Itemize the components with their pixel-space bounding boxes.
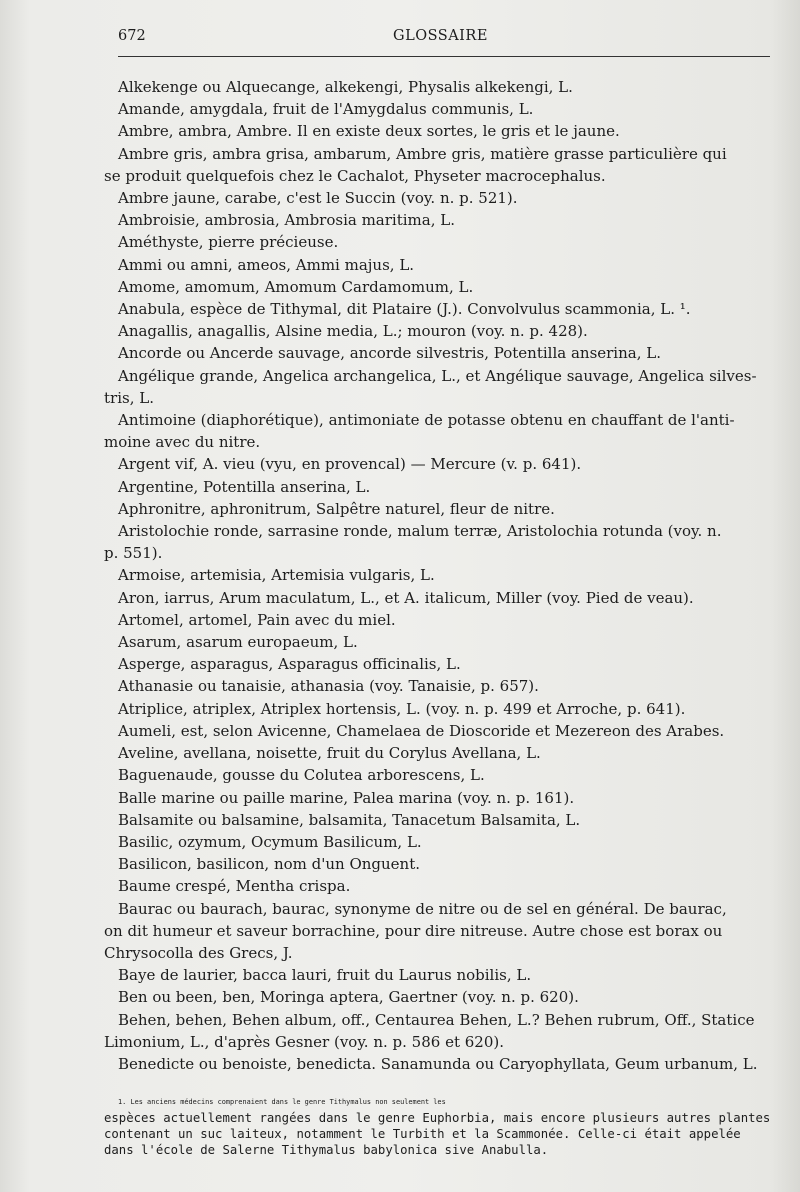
glossary-entry-line	[0, 631, 800, 653]
footnote-line: espèces actuellement rangées dans le genre Euphorbia, mais encore plusieurs autres plantes	[104, 1111, 771, 1125]
glossary-entry-line	[0, 98, 800, 120]
glossary-entry-line	[0, 342, 800, 364]
line-text: Balsamite ou balsamine, balsamita, Tanacetum Balsamita, L.	[118, 810, 581, 829]
line-text: Anabula, espèce de Tithymal, dit Plataire (J.). Convolvulus scammonia, L. ¹.	[118, 300, 691, 319]
line-text: Aumeli, est, selon Avicenne, Chamelaea de Dioscoride et Mezereon des Arabes.	[118, 721, 725, 740]
line-text: Ancorde ou Ancerde sauvage, ancorde silvestris, Potentilla anserina, L.	[118, 344, 661, 363]
line-text: on dit humeur et saveur borrachine, pour dire nitreuse. Autre chose est borax ou	[104, 921, 723, 940]
line-text: Ambre, ambra, Ambre. Il en existe deux sortes, le gris et le jaune.	[118, 122, 620, 141]
glossary-entry-line	[0, 1053, 800, 1075]
glossary-entry-line	[0, 1009, 800, 1031]
glossary-entry-line	[0, 564, 800, 586]
line-text: Antimoine (diaphorétique), antimoniate de potasse obtenu en chauffant de l'anti-	[118, 411, 735, 430]
glossary-entry-line	[0, 587, 800, 609]
glossary-entry-line	[0, 720, 800, 742]
line-text: Artomel, artomel, Pain avec du miel.	[118, 610, 396, 629]
line-text: Amome, amomum, Amomum Cardamomum, L.	[118, 277, 474, 296]
glossary-entry-line	[0, 76, 800, 98]
line-text: Behen, behen, Behen album, off., Centaurea Behen, L.? Behen rubrum, Off., Statice	[118, 1010, 755, 1029]
line-text: Amande, amygdala, fruit de l'Amygdalus communis, L.	[118, 100, 534, 119]
glossary-entry-line	[0, 365, 800, 387]
glossary-continuation-line	[0, 542, 800, 564]
glossary-entry-line	[0, 409, 800, 431]
line-text: Aristolochie ronde, sarrasine ronde, malum terræ, Aristolochia rotunda (voy. n.	[118, 522, 722, 541]
line-text: Balle marine ou paille marine, Palea marina (voy. n. p. 161).	[118, 788, 575, 807]
footnote-line: contenant un suc laiteux, notamment le Turbith et la Scammonée. Celle-ci était appelée	[104, 1127, 741, 1141]
glossary-entry-line	[0, 986, 800, 1008]
line-text: Aphronitre, aphronitrum, Salpêtre naturel, fleur de nitre.	[118, 499, 555, 518]
line-text: Aveline, avellana, noisette, fruit du Corylus Avellana, L.	[118, 744, 541, 763]
line-text: Anagallis, anagallis, Alsine media, L.; mouron (voy. n. p. 428).	[118, 322, 588, 341]
footnote-line: 1. Les anciens médecins comprenaient dans le genre Tithymalus non seulement les	[118, 1098, 446, 1106]
glossary-entry-line	[0, 120, 800, 142]
glossary-entry-line	[0, 143, 800, 165]
line-text: Baurac ou baurach, baurac, synonyme de nitre ou de sel en général. De baurac,	[118, 899, 727, 918]
glossary-entry-line	[0, 298, 800, 320]
line-text: Aron, iarrus, Arum maculatum, L., et A. italicum, Miller (voy. Pied de veau).	[118, 588, 694, 607]
footnote-line: dans l'école de Salerne Tithymalus babylonica sive Anabulla.	[104, 1143, 549, 1157]
glossary-entry-line	[0, 520, 800, 542]
line-text: Baye de laurier, bacca lauri, fruit du Laurus nobilis, L.	[118, 966, 532, 985]
glossary-entry-line	[0, 764, 800, 786]
line-text: Chrysocolla des Grecs, J.	[104, 943, 293, 962]
line-text: Angélique grande, Angelica archangelica, L., et Angélique sauvage, Angelica silves-	[118, 366, 757, 385]
glossary-entry-line	[0, 698, 800, 720]
line-text: Argentine, Potentilla anserina, L.	[118, 477, 371, 496]
glossary-continuation-line	[0, 1031, 800, 1053]
line-text: Ambre jaune, carabe, c'est le Succin (voy. n. p. 521).	[118, 189, 518, 208]
glossary-entry-line	[0, 831, 800, 853]
glossary-entry-line	[0, 609, 800, 631]
page-number: 672	[118, 28, 146, 44]
line-text: Basilic, ozymum, Ocymum Basilicum, L.	[118, 832, 422, 851]
glossary-entry-line	[0, 787, 800, 809]
line-text: tris, L.	[104, 388, 154, 407]
line-text: Ben ou been, ben, Moringa aptera, Gaertner (voy. n. p. 620).	[118, 988, 579, 1007]
glossary-entry-line	[0, 320, 800, 342]
running-header	[118, 24, 770, 57]
glossary-entry-line	[0, 742, 800, 764]
line-text: Athanasie ou tanaisie, athanasia (voy. Tanaisie, p. 657).	[118, 677, 539, 696]
glossary-entry-line	[0, 209, 800, 231]
glossary-entry-line	[0, 898, 800, 920]
line-text: Benedicte ou benoiste, benedicta. Sanamunda ou Caryophyllata, Geum urbanum, L.	[118, 1054, 758, 1073]
glossary-continuation-line	[0, 165, 800, 187]
glossary-entry-line	[0, 476, 800, 498]
line-text: Basilicon, basilicon, nom d'un Onguent.	[118, 855, 420, 874]
line-text: Ammi ou amni, ameos, Ammi majus, L.	[118, 255, 415, 274]
glossary-entry-line	[0, 187, 800, 209]
glossary-continuation-line	[0, 431, 800, 453]
line-text: Ambroisie, ambrosia, Ambrosia maritima, L.	[118, 211, 455, 230]
line-text: Ambre gris, ambra grisa, ambarum, Ambre gris, matière grasse particulière qui	[118, 144, 727, 163]
glossary-entry-line	[0, 254, 800, 276]
glossary-entry-line	[0, 498, 800, 520]
line-text: Argent vif, A. vieu (vyu, en provencal) — Mercure (v. p. 641).	[118, 455, 582, 474]
line-text: Limonium, L., d'après Gesner (voy. n. p. 586 et 620).	[104, 1032, 505, 1051]
glossary-entry-line	[0, 964, 800, 986]
footnotes	[104, 1094, 772, 1158]
glossary-entry-line	[0, 675, 800, 697]
line-text: Baguenaude, gousse du Colutea arborescens, L.	[118, 766, 485, 785]
line-text: Armoise, artemisia, Artemisia vulgaris, L.	[118, 566, 435, 585]
line-text: moine avec du nitre.	[104, 433, 261, 452]
glossary-entry-line	[0, 809, 800, 831]
line-text: Atriplice, atriplex, Atriplex hortensis, L. (voy. n. p. 499 et Arroche, p. 641).	[118, 699, 686, 718]
glossary-continuation-line	[0, 942, 800, 964]
glossary-entry-line	[0, 276, 800, 298]
line-text: p. 551).	[104, 544, 163, 563]
line-text: se produit quelquefois chez le Cachalot, Physeter macrocephalus.	[104, 166, 606, 185]
line-text: Baume crespé, Mentha crispa.	[118, 877, 351, 896]
line-text: Alkekenge ou Alquecange, alkekengi, Physalis alkekengi, L.	[118, 78, 573, 96]
glossary-entry-line	[0, 875, 800, 897]
glossary-continuation-line	[0, 920, 800, 942]
glossary-entry-line	[0, 453, 800, 475]
glossary-entry-line	[0, 653, 800, 675]
glossary-entry-line	[0, 853, 800, 875]
glossary-entry-line	[0, 231, 800, 253]
running-title: GLOSSAIRE	[393, 28, 488, 44]
glossary-entries	[0, 76, 800, 1075]
line-text: Améthyste, pierre précieuse.	[118, 233, 339, 252]
glossary-continuation-line	[0, 387, 800, 409]
line-text: Asarum, asarum europaeum, L.	[118, 633, 358, 652]
line-text: Asperge, asparagus, Asparagus officinalis, L.	[118, 655, 461, 674]
